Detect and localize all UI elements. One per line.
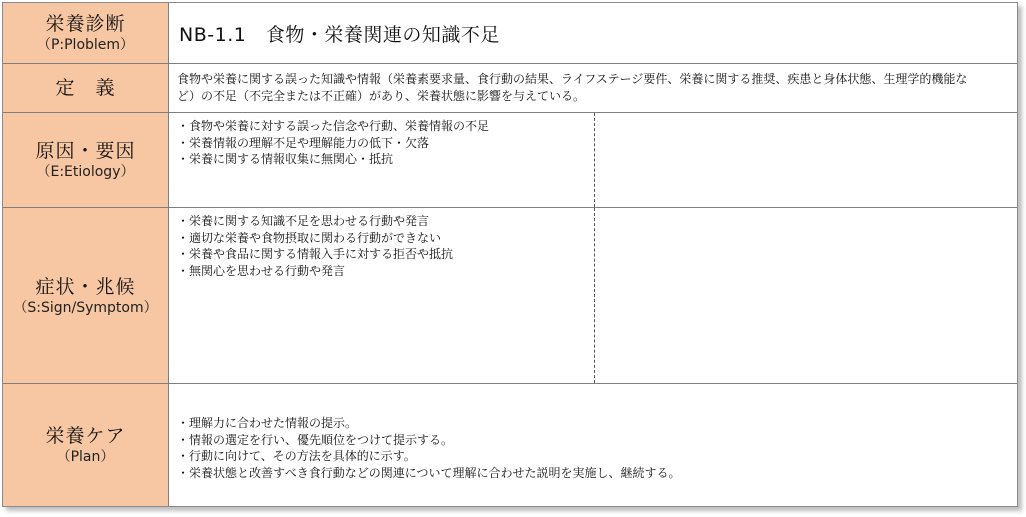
content-cell-care [169,384,1017,506]
definition-text [177,71,1007,105]
diagnosis-title: NB-1.1 食物・栄養関連の知識不足 [179,24,500,46]
list-item: ・情報の選定を行い、優先順位をつけて提示する。 [177,432,454,447]
list-item: ・理解力に合わせた情報の提示。 [177,416,358,430]
label-definition: 定 義 [55,77,116,99]
etiology-right-column [595,113,1017,207]
row-symptom [3,208,1017,384]
content-cell-etiology [169,113,1017,207]
list-item: ・栄養情報の理解不足や理解能力の低下・欠落 [177,135,430,150]
row-definition [3,64,1017,113]
etiology-list [177,118,489,168]
label-cell-diagnosis [3,3,169,63]
list-item: ・適切な栄養や食物摂取に関わる行動ができない [177,230,442,245]
list-item: ・行動に向けて、その方法を具体的に示す。 [177,449,416,463]
etiology-left-column [169,113,595,207]
label-etiology: 原因・要因 [35,140,136,162]
definition-line-1: 食物や栄養に関する誤った知識や情報（栄養素要求量、食行動の結果、ライフステージ要件、栄養に関する推奨、疾患と身体状態、生理学的機能な [177,72,968,86]
definition-line-2: ど）の不足（不完全または不正確）があり、栄養状態に影響を与えている。 [177,89,586,103]
label-cell-symptom [3,208,169,383]
label-cell-definition [3,64,169,112]
label-symptom: 症状・兆候 [35,275,136,298]
list-item: ・栄養に関する知識不足を思わせる行動や発言 [177,214,430,228]
care-list [177,415,681,481]
list-item: ・栄養状態と改善すべき食行動などの関連について理解に合わせた説明を実施し、継続する。 [177,465,681,480]
list-item: ・無関心を思わせる行動や発言 [177,263,346,278]
label-diagnosis-sub: （P:Ploblem） [36,37,135,53]
label-symptom-sub: （S:Sign/Symptom） [13,299,158,316]
content-cell-diagnosis [169,3,1017,63]
label-cell-care [3,384,169,506]
content-cell-definition [169,64,1017,112]
row-diagnosis [3,3,1017,64]
label-care-sub: （Plan） [56,449,115,465]
list-item: ・食物や栄養に対する誤った信念や行動、栄養情報の不足 [177,119,490,133]
symptom-left-column [169,208,595,383]
label-diagnosis: 栄養診断 [45,13,126,35]
symptom-right-column [595,208,1017,383]
row-care [3,384,1017,506]
label-care: 栄養ケア [45,425,126,447]
list-item: ・栄養に関する情報収集に無関心・抵抗 [177,152,394,166]
label-cell-etiology [3,113,169,207]
nutrition-diagnosis-table [2,2,1018,507]
content-cell-symptom [169,208,1017,383]
symptom-list [177,213,453,279]
list-item: ・栄養や食品に関する情報入手に対する拒否や抵抗 [177,247,454,261]
label-etiology-sub: （E:Etiology） [36,164,135,180]
row-etiology [3,113,1017,208]
